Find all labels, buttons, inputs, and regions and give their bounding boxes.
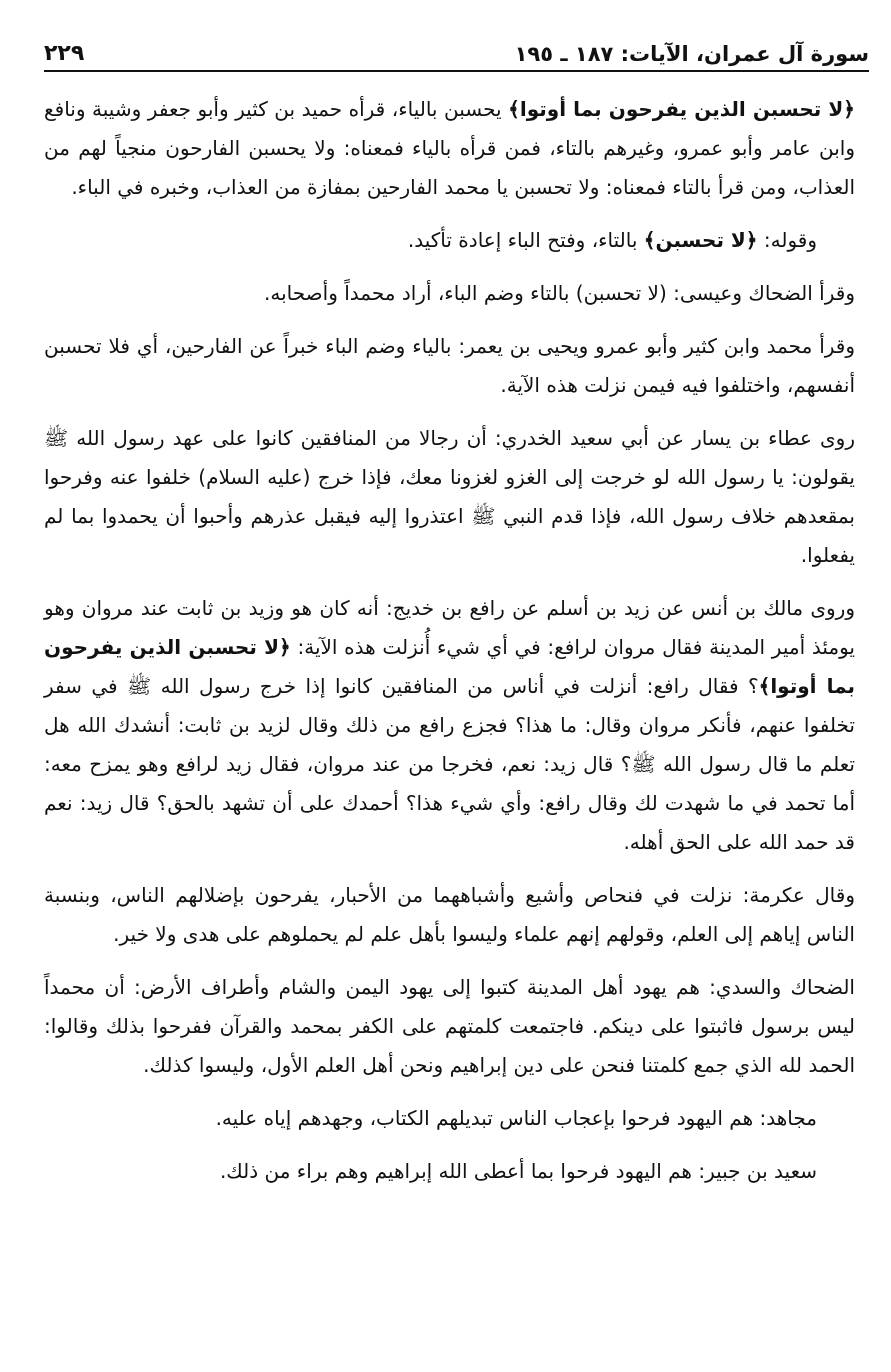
paragraph-6 <box>44 589 869 862</box>
p8-text: الضحاك والسدي: هم يهود أهل المدينة كتبوا إلى يهود اليمن والشام وأطراف الأرض: أن محمداً ليس برسول فاثبتوا على دينكم. فاجتمعت كلمتهم على الكفر بمحمد والقرآن ففرحوا بذلك وقالوا: الحمد لله الذي جمع كلمتنا فنحن على دين إبراهيم ونحن أهل العلم الأول، وليسوا كذلك. <box>44 975 855 1077</box>
p6-verse: ﴿لا تحسبن الذين يفرحون بما أوتوا﴾ <box>44 635 855 698</box>
running-title: سورة آل عمران، الآيات: ١٨٧ ـ ١٩٥ <box>514 42 869 66</box>
p10-text: سعيد بن جبير: هم اليهود فرحوا بما أعطى الله إبراهيم وهم براء من ذلك. <box>219 1159 817 1183</box>
paragraph-8 <box>44 968 869 1085</box>
p3-text: وقرأ الضحاك وعيسى: (لا تحسبن) بالتاء وضم الباء، أراد محمداً وأصحابه. <box>264 281 855 305</box>
p7-text: وقال عكرمة: نزلت في فنحاص وأشيع وأشباههما من الأحبار، يفرحون بإضلالهم الناس، وبنسبة الناس إياهم إلى العلم، وقولهم إنهم علماء وليسوا بأهل علم لم يحملوهم على هدى ولا خير. <box>44 883 855 946</box>
paragraph-4 <box>44 327 869 405</box>
p4-text: وقرأ محمد وابن كثير وأبو عمرو ويحيى بن يعمر: بالياء وضم الباء خبراً عن الفارحين، أي فلا تحسبن أنفسهم، واختلفوا فيه فيمن نزلت هذه الآية. <box>44 334 855 397</box>
paragraph-2 <box>44 221 869 260</box>
p6-text-b: ؟ فقال رافع: أنزلت في أناس من المنافقين كانوا إذا خرج رسول الله ﷺ في سفر تخلفوا عنهم، فأنكر مروان وقال: ما هذا؟ فجزع رافع من ذلك وقال لزيد بن ثابت: أنشدك الله هل تعلم ما قال رسول الله ﷺ؟ قال زيد: نعم، فخرجا من عند مروان، فقال زيد لرافع وهو يمزح معه: أما تحمد في ما شهدت لك وقال رافع: وأي شيء هذا؟ أحمدك على أن تشهد بالحق؟ قال زيد: نعم قد حمد الله على الحق أهله. <box>44 674 855 854</box>
running-header <box>44 28 869 66</box>
header-rule <box>44 70 869 72</box>
paragraph-10 <box>44 1152 869 1191</box>
paragraph-9 <box>44 1099 869 1138</box>
p2-text-a: وقوله: <box>757 228 817 252</box>
p6-text-a: وروى مالك بن أنس عن زيد بن أسلم عن رافع بن خديج: أنه كان هو وزيد بن ثابت عند مروان وهو يومئذ أمير المدينة فقال مروان لرافع: في أي شيء أُنزلت هذه الآية: <box>44 596 855 659</box>
p2-verse: ﴿لا تحسبن﴾ <box>643 228 758 252</box>
page-number: ٢٢٩ <box>44 41 85 66</box>
paragraph-7 <box>44 876 869 954</box>
paragraph-3 <box>44 274 869 313</box>
paragraph-5 <box>44 419 869 575</box>
p1-verse: ﴿لا تحسبن الذين يفرحون بما أوتوا﴾ <box>508 97 855 121</box>
p2-text-b: بالتاء، وفتح الباء إعادة تأكيد. <box>407 228 644 252</box>
p9-text: مجاهد: هم اليهود فرحوا بإعجاب الناس تبديلهم الكتاب، وجهدهم إياه عليه. <box>215 1106 817 1130</box>
paragraph-1 <box>44 90 869 207</box>
p5-text: روى عطاء بن يسار عن أبي سعيد الخدري: أن رجالا من المنافقين كانوا على عهد رسول الله ﷺ يقولون: يا رسول الله لو خرجت إلى الغزو لغزونا معك، فإذا خرج (عليه السلام) خلفوا عنه وفرحوا بمقعدهم خلاف رسول الله، فإذا قدم النبي ﷺ اعتذروا إليه فيقبل عذرهم وأحبوا أن يحمدوا بما لم يفعلوا. <box>44 426 855 567</box>
p1-text-b: يحسبن بالياء، قرأه حميد بن كثير وأبو جعفر وشيبة ونافع وابن عامر وأبو عمرو، وغيرهم بالتاء، فمن قرأه بالياء فمعناه: ولا يحسبن الفارحون منجياً لهم من العذاب، ومن قرأ بالتاء فمعناه: ولا تحسبن يا محمد الفارحين بمفازة من العذاب، وخبره في الباء. <box>44 97 855 199</box>
